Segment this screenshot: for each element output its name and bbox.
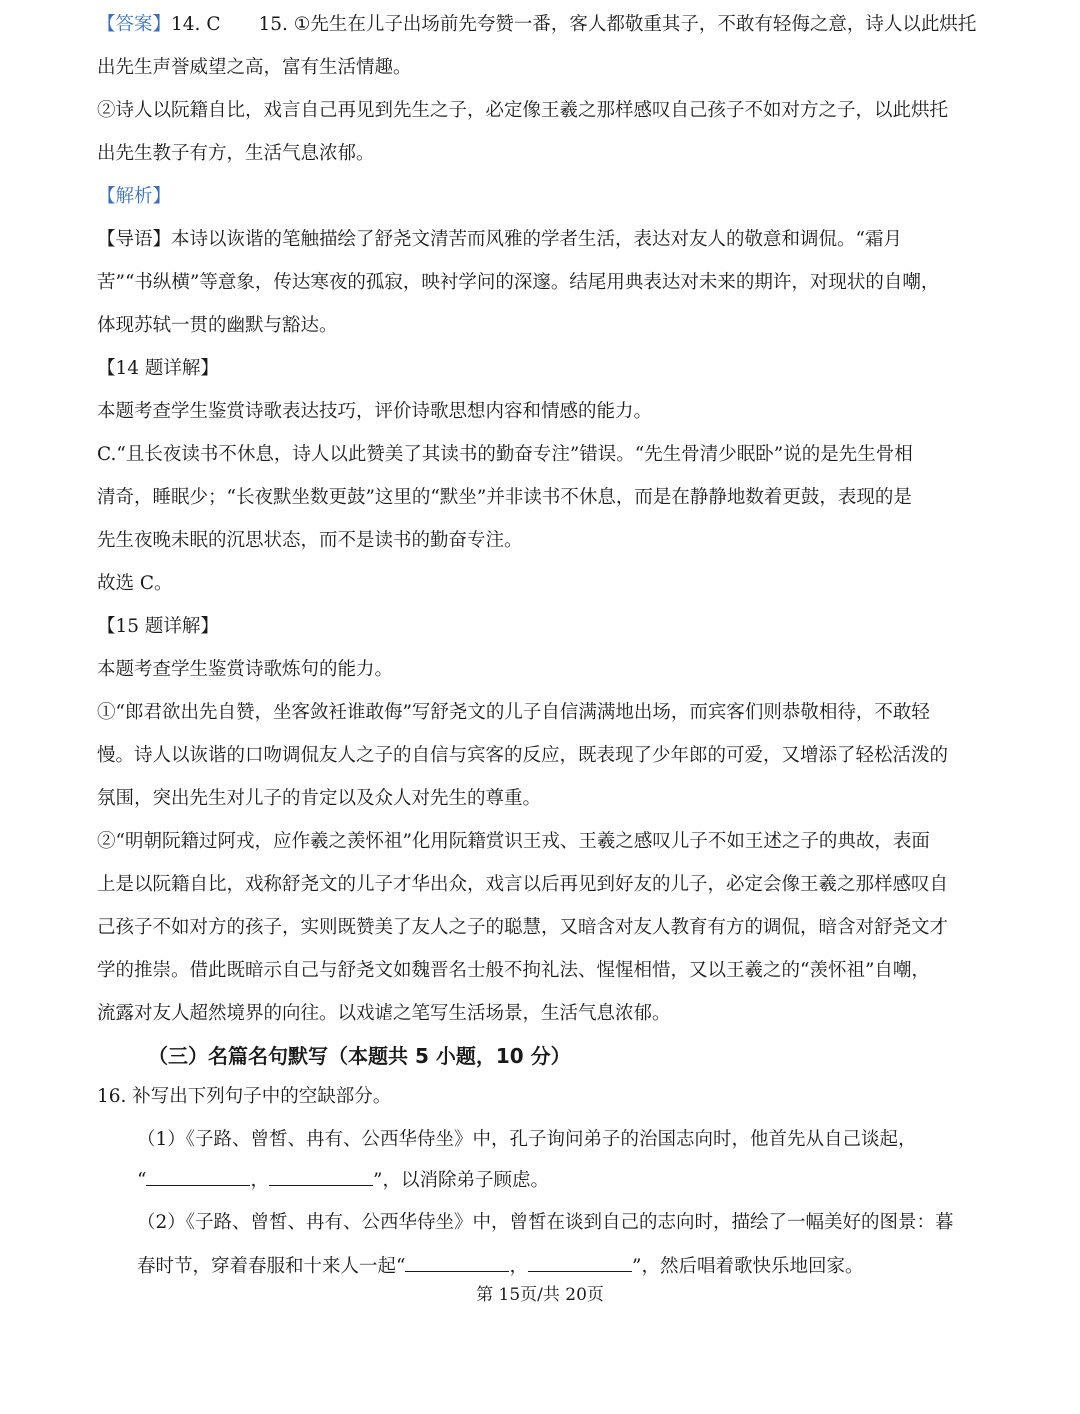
q16-prompt: 16. 补写出下列句子中的空缺部分。	[97, 1086, 392, 1107]
q16-part1-line-1: （1）《子路、曾皙、冉有、公西华侍坐》中，孔子询问弟子的治国志向时，他首先从自己谈起，	[137, 1129, 917, 1150]
q15-detail-title: 【15 题详解】	[97, 616, 219, 637]
answer-q14: 14. C	[171, 14, 221, 35]
intro-line-2: 苦”“书纵横”等意象，传达寒夜的孤寂，映衬学问的深邃。结尾用典表达对未来的期许，对现状的自嘲，	[97, 272, 940, 293]
q15-line-4: 氛围，突出先生对儿子的肯定以及众人对先生的尊重。	[97, 788, 542, 809]
answer-label: 【答案】	[97, 14, 172, 35]
answer-line-1	[97, 12, 997, 38]
answer-blank-4[interactable]	[528, 1253, 632, 1272]
q15-line-1: 本题考查学生鉴赏诗歌炼句的能力。	[97, 659, 394, 680]
q16-part2-line-2: 春时节，穿着春服和十来人一起“ ， ”，然后唱着歌快乐地回家。	[137, 1253, 1037, 1280]
q14-line-2: C.“且长夜读书不休息，诗人以此赞美了其读书的勤奋专注”错误。“先生骨清少眠卧”说的是先生骨相	[97, 444, 913, 465]
q14-detail-title: 【14 题详解】	[97, 358, 219, 379]
answer-blank-2[interactable]	[269, 1167, 373, 1186]
q14-line-4: 先生夜晚未眠的沉思状态，而不是读书的勤奋专注。	[97, 530, 523, 551]
q15-line-3: 慢。诗人以诙谐的口吻调侃友人之子的自信与宾客的反应，既表现了少年郎的可爱，又增添了轻松活泼的	[97, 745, 949, 766]
q15-line-7: 己孩子不如对方的孩子，实则既赞美了友人之子的聪慧，又暗含对友人教育有方的调侃，暗含对舒尧文才	[97, 917, 949, 938]
answer-blank-3[interactable]	[405, 1253, 509, 1272]
answer-line-3: ②诗人以阮籍自比，戏言自己再见到先生之子，必定像王羲之那样感叹自己孩子不如对方之子，以此烘托	[97, 100, 949, 121]
answer-q15-text: 15. ①先生在儿子出场前先夸赞一番，客人都敬重其子，不敢有轻侮之意，诗人以此烘托	[258, 14, 977, 35]
analysis-label: 【解析】	[97, 186, 172, 207]
q15-line-6: 上是以阮籍自比，戏称舒尧文的儿子才华出众，戏言以后再见到好友的儿子，必定会像王羲之那样感叹自	[97, 874, 949, 895]
answer-line-2: 出先生声誉威望之高，富有生活情趣。	[97, 57, 412, 78]
q15-line-9: 流露对友人超然境界的向往。以戏谑之笔写生活场景，生活气息浓郁。	[97, 1003, 671, 1024]
q14-line-3: 清奇，睡眠少；“长夜默坐数更鼓”这里的“默坐”并非读书不休息，而是在静静地数着更鼓，表现的是	[97, 487, 912, 508]
intro-line-3: 体现苏轼一贯的幽默与豁达。	[97, 315, 338, 336]
q15-line-2: ①“郎君欲出先自赞，坐客敛衽谁敢侮”写舒尧文的儿子自信满满地出场，而宾客们则恭敬相待，不敢轻	[97, 702, 930, 723]
q16-part1-line-2: “ ， ”，以消除弟子顾虑。	[137, 1167, 1037, 1194]
intro-line-1: 【导语】本诗以诙谐的笔触描绘了舒尧文清苦而风雅的学者生活，表达对友人的敬意和调侃。“霜月	[97, 229, 902, 250]
q16-part2-line-1: （2）《子路、曾皙、冉有、公西华侍坐》中，曾皙在谈到自己的志向时，描绘了一幅美好的图景：暮	[137, 1212, 954, 1233]
q15-line-5: ②“明朝阮籍过阿戎，应作羲之羡怀祖”化用阮籍赏识王戎、王羲之感叹儿子不如王述之子的典故，表面	[97, 831, 930, 852]
answer-blank-1[interactable]	[146, 1167, 250, 1186]
answer-line-4: 出先生教子有方，生活气息浓郁。	[97, 143, 375, 164]
section-heading: （三）名篇名句默写（本题共 5 小题，10 分）	[148, 1044, 571, 1068]
q14-line-1: 本题考查学生鉴赏诗歌表达技巧，评价诗歌思想内容和情感的能力。	[97, 401, 653, 422]
q14-line-5: 故选 C。	[97, 573, 173, 594]
page-number: 第 15页/共 20页	[476, 1285, 604, 1305]
q15-line-8: 学的推崇。借此既暗示自己与舒尧文如魏晋名士般不拘礼法、惺惺相惜，又以王羲之的“羡怀祖”自嘲，	[97, 960, 930, 981]
